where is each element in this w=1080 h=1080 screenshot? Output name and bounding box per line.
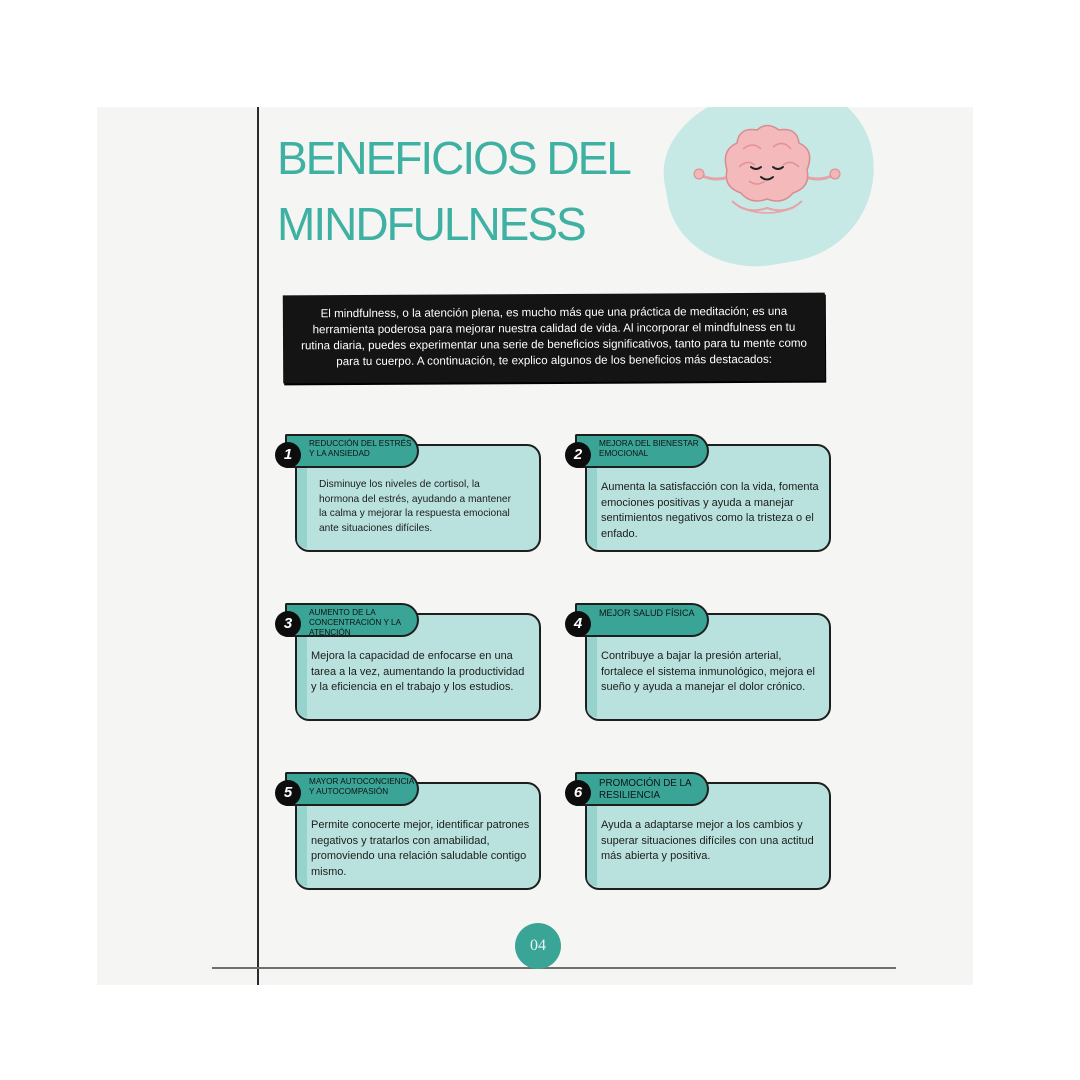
benefit-card-1 <box>275 434 545 556</box>
benefit-card-4 <box>565 603 835 725</box>
page-number: 04 <box>515 923 561 969</box>
benefit-card-5 <box>275 772 545 894</box>
margin-line <box>257 107 259 985</box>
benefit-title: MEJORA DEL BIENESTAR EMOCIONAL <box>575 434 709 468</box>
intro-text: El mindfulness, o la atención plena, es mucho más que una práctica de meditación; es una herramienta poderosa para mejorar nuestra calidad de vida. Al incorporar el mindfulness en tu rutina diaria, puedes experimentar una serie de beneficios significativos, tanto para tu mente como para tu cuerpo. A continuación, te explico algunos de los beneficios más destacados: <box>283 293 825 384</box>
footer-line <box>212 967 896 969</box>
benefit-title: REDUCCIÓN DEL ESTRÉS Y LA ANSIEDAD <box>285 434 419 468</box>
benefit-text: Disminuye los niveles de cortisol, la hormona del estrés, ayudando a mantener la calma y mejorar la respuesta emocional ante situaciones difíciles. <box>319 479 511 534</box>
title-line-2: MINDFULNESS <box>277 198 585 250</box>
benefit-title: PROMOCIÓN DE LA RESILIENCIA <box>575 772 709 806</box>
worksheet-page <box>97 107 973 985</box>
benefit-text: Ayuda a adaptarse mejor a los cambios y superar situaciones difíciles con una actitud más abierta y positiva. <box>601 819 814 862</box>
benefit-title: MAYOR AUTOCONCIENCIA Y AUTOCOMPASIÓN <box>285 772 419 806</box>
benefit-text: Aumenta la satisfacción con la vida, fomenta emociones positivas y ayuda a manejar sentimientos negativos como la tristeza o el enfado. <box>601 481 819 540</box>
benefit-number: 2 <box>565 442 591 468</box>
benefit-card-6 <box>565 772 835 894</box>
benefit-text: Contribuye a bajar la presión arterial, fortalece el sistema inmunológico, mejora el sueño y ayuda a manejar el dolor crónico. <box>601 650 815 693</box>
benefit-text: Permite conocerte mejor, identificar patrones negativos y tratarlos con amabilidad, promoviendo una relación saludable contigo mismo. <box>311 819 530 878</box>
title-line-1: BENEFICIOS DEL <box>277 132 630 184</box>
benefit-number: 4 <box>565 611 591 637</box>
benefit-number: 5 <box>275 780 301 806</box>
page-title <box>277 125 697 257</box>
benefit-text: Mejora la capacidad de enfocarse en una tarea a la vez, aumentando la productividad y la eficiencia en el trabajo y los estudios. <box>311 650 525 693</box>
benefit-card-3 <box>275 603 545 725</box>
benefit-title: AUMENTO DE LA CONCENTRACIÓN Y LA ATENCIÓN <box>285 603 419 637</box>
meditating-brain-icon <box>687 115 847 225</box>
benefit-number: 1 <box>275 442 301 468</box>
benefit-card-2 <box>565 434 835 556</box>
benefit-number: 3 <box>275 611 301 637</box>
benefit-number: 6 <box>565 780 591 806</box>
benefit-title: MEJOR SALUD FÍSICA <box>575 603 709 637</box>
